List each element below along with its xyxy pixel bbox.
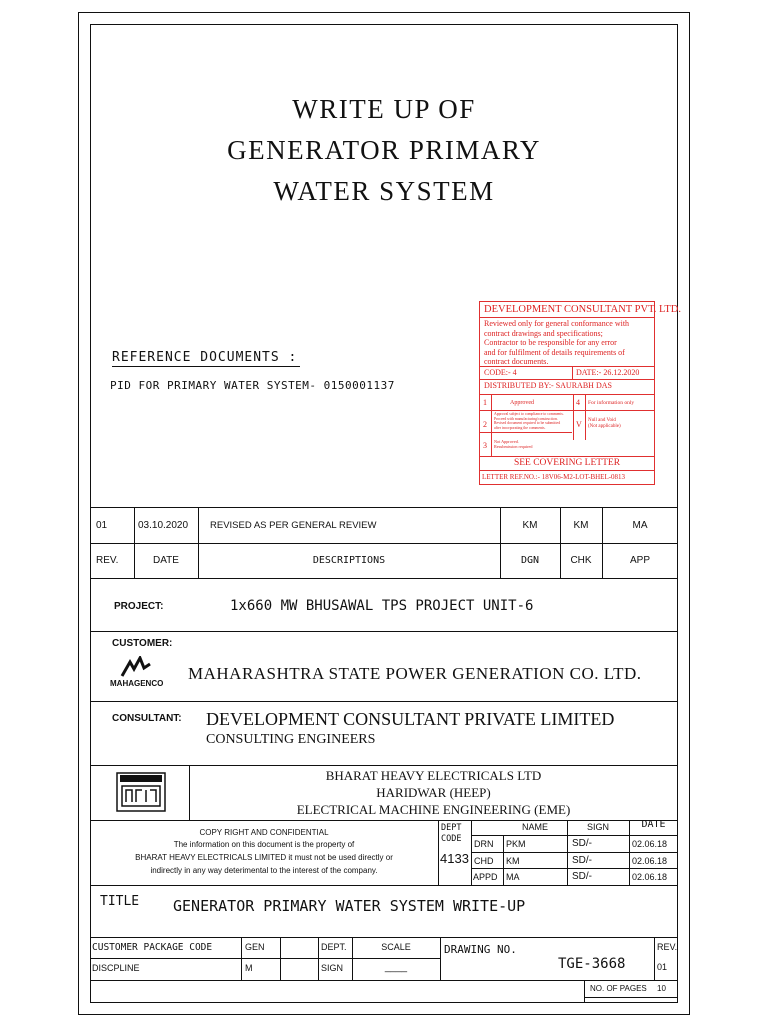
drn-name: PKM — [506, 839, 526, 849]
date-header: DATE — [153, 555, 179, 566]
reference-item: PID FOR PRIMARY WATER SYSTEM- 0150001137 — [110, 379, 395, 392]
review-stamp: DEVELOPMENT CONSULTANT PVT. LTD. Reviewed only for general conformance with contract drawings and specifications; Contractor to be responsible for any error and for fulfilment of details requirements of contract documents. CODE:- 4 DATE:- 26.12.2020 DISTRIBUTED BY:- SAURABH DAS 1 Approved 4 For information only 2 Approval subject to compliance to comments. Proceed with manufacturing/construction. Revised document required to be submitted after incorporating the comments. V Null and Void (Not applicable) 3 Not Approved. Resubmission required SEE COVERING LETTER LETTER REF.NO.:- 18V06-M2-LOT-BHEL-0813 — [479, 301, 655, 485]
bhel-logo-icon — [116, 772, 166, 817]
copyright-line-3: indirectly in any way deterimental to the interest of the company. — [150, 866, 378, 875]
sign-header: SIGN — [586, 822, 609, 832]
drn-role: DRN — [474, 839, 494, 849]
drawing-no-label: DRAWING NO. — [444, 943, 517, 956]
stamp-covering: SEE COVERING LETTER — [513, 458, 621, 468]
rev-dgn: KM — [522, 519, 538, 531]
copyright-title: COPY RIGHT AND CONFIDENTIAL — [199, 828, 329, 837]
chd-role: CHD — [474, 856, 494, 866]
scale-label: SCALE — [381, 942, 411, 952]
title-label: TITLE — [100, 894, 140, 909]
stamp-approved: Approved — [510, 400, 534, 406]
app-header: APP — [629, 555, 650, 566]
bhel-name: BHARAT HEAVY ELECTRICALS LTD — [325, 768, 542, 783]
copyright-line-2: BHARAT HEAVY ELECTRICALS LIMITED it must not be used directly or — [135, 853, 393, 862]
stamp-code: CODE:- 4 — [484, 368, 517, 377]
customer-name: MAHARASHTRA STATE POWER GENERATION CO. LTD. — [188, 664, 642, 683]
bhel-location: HARIDWAR (HEEP) — [376, 785, 491, 800]
chd-sign: SD/- — [572, 855, 592, 866]
rev-date: 03.10.2020 — [138, 519, 189, 531]
scale-value: ____ — [384, 962, 408, 973]
appd-name: MA — [506, 872, 520, 882]
dept-footer-label: DEPT. — [321, 942, 347, 952]
descriptions-header: DESCRIPTIONS — [312, 555, 386, 566]
reference-underline — [112, 366, 300, 367]
rev-footer-label: REV. — [657, 942, 678, 952]
title-value: GENERATOR PRIMARY WATER SYSTEM WRITE-UP — [173, 897, 526, 915]
discipline-value: M — [245, 963, 253, 973]
title-line-2: GENERATOR PRIMARY — [227, 135, 541, 165]
chk-header: CHK — [570, 555, 592, 566]
chd-date: 02.06.18 — [632, 856, 668, 866]
sign-footer-label: SIGN — [321, 963, 344, 973]
appd-sign: SD/- — [572, 871, 592, 882]
rev-number: 01 — [96, 519, 108, 531]
package-code-value: GEN — [245, 942, 265, 952]
rev-chk: KM — [573, 519, 589, 531]
title-line-1: WRITE UP OF — [292, 94, 476, 124]
reference-heading: REFERENCE DOCUMENTS : — [112, 350, 298, 365]
customer-label: CUSTOMER: — [112, 638, 173, 649]
project-value: 1x660 MW BHUSAWAL TPS PROJECT UNIT-6 — [230, 598, 534, 614]
chd-name: KM — [506, 856, 520, 866]
mahagenco-logo-text: MAHAGENCO — [110, 679, 164, 688]
pages-value: 10 — [657, 984, 666, 993]
date-header-box: DATE — [641, 819, 666, 830]
drawing-no: TGE-3668 — [558, 956, 626, 972]
bhel-dept: ELECTRICAL MACHINE ENGINEERING (EME) — [296, 802, 571, 817]
rev-footer-value: 01 — [657, 962, 668, 972]
dept-code: 4133 — [440, 851, 469, 866]
stamp-date: DATE:- 26.12.2020 — [576, 368, 640, 377]
stamp-note: Reviewed only for general conformance with contract drawings and specifications; Contractor to be responsible for any error and for fulfilment of details requirements of contract documents. — [484, 319, 630, 366]
drn-date: 02.06.18 — [632, 839, 668, 849]
appd-role: APPD — [473, 872, 498, 882]
consultant-name: DEVELOPMENT CONSULTANT PRIVATE LIMITED — [206, 709, 615, 729]
discipline-label: DISCPLINE — [92, 963, 140, 973]
dept-label: DEPT — [441, 823, 462, 833]
title-line-3: WATER SYSTEM — [273, 176, 495, 206]
project-label: PROJECT: — [114, 600, 164, 612]
name-header: NAME — [521, 822, 548, 832]
stamp-letter-ref: LETTER REF.NO.:- 18V06-M2-LOT-BHEL-0813 — [482, 473, 626, 481]
rev-header: REV. — [96, 555, 119, 566]
code-label: CODE — [441, 834, 462, 844]
stamp-company: DEVELOPMENT CONSULTANT PVT. LTD. — [484, 304, 682, 315]
consultant-label: CONSULTANT: — [112, 713, 182, 724]
appd-date: 02.06.18 — [632, 872, 668, 882]
consultant-sub: CONSULTING ENGINEERS — [206, 732, 376, 747]
package-code-label: CUSTOMER PACKAGE CODE — [92, 942, 213, 953]
drn-sign: SD/- — [572, 838, 592, 849]
copyright-line-1: The information on this document is the property of — [173, 840, 355, 849]
stamp-distributed: DISTRIBUTED BY:- SAURABH DAS — [484, 381, 612, 390]
rev-app: MA — [632, 519, 648, 531]
rev-description: REVISED AS PER GENERAL REVIEW — [210, 519, 377, 531]
pages-label: NO. OF PAGES — [590, 984, 647, 993]
dgn-header: DGN — [520, 555, 540, 566]
